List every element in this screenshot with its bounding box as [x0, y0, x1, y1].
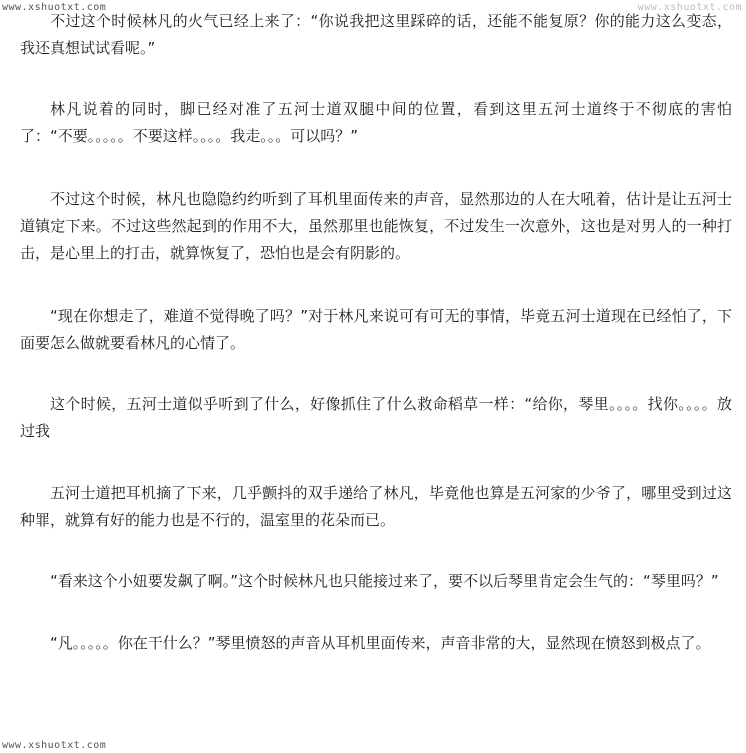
watermark-top-right: www.xshuotxt.com — [637, 2, 742, 13]
paragraph-1: 不过这个时候林凡的火气已经上来了：“你说我把这里踩碎的话，还能不能复原？你的能力这么变态，我还真想试试看呢。” — [20, 12, 732, 57]
paragraph-8: “凡。。。。。你在干什么？”琴里愤怒的声音从耳机里面传来，声音非常的大，显然现在愤怒到极点了。 — [50, 634, 711, 652]
paragraph-7: “看来这个小妞要发飙了啊。”这个时候林凡也只能接过来了，要不以后琴里肯定会生气的：“琴里吗？” — [50, 572, 719, 590]
paragraph-5: 这个时候，五河士道似乎听到了什么，好像抓住了什么救命稻草一样：“给你，琴里。。。。找你。。。。放过我 — [20, 395, 732, 440]
watermark-bottom-left: www.xshuotxt.com — [2, 740, 107, 751]
watermark-top-left: www.xshuotxt.com — [2, 2, 107, 13]
paragraph-6: 五河士道把耳机摘了下来，几乎颤抖的双手递给了林凡，毕竟他也算是五河家的少爷了，哪里受到过这种罪，就算有好的能力也是不行的，温室里的花朵而已。 — [20, 484, 732, 529]
document-body — [20, 8, 732, 657]
paragraph-4: “现在你想走了，难道不觉得晚了吗？”对于林凡来说可有可无的事情，毕竟五河士道现在已经怕了，下面要怎么做就要看林凡的心情了。 — [20, 307, 732, 352]
paragraph-2: 林凡说着的同时，脚已经对准了五河士道双腿中间的位置，看到这里五河士道终于不彻底的害怕了：“不要。。。。。不要这样。。。。我走。。。可以吗？” — [20, 100, 732, 145]
paragraph-3: 不过这个时候，林凡也隐隐约约听到了耳机里面传来的声音，显然那边的人在大吼着，估计是让五河士道镇定下来。不过这些然起到的作用不大，虽然那里也能恢复，不过发生一次意外，这也是对男人的一种打击，是心里上的打击，就算恢复了，恐怕也是会有阴影的。 — [20, 190, 732, 262]
